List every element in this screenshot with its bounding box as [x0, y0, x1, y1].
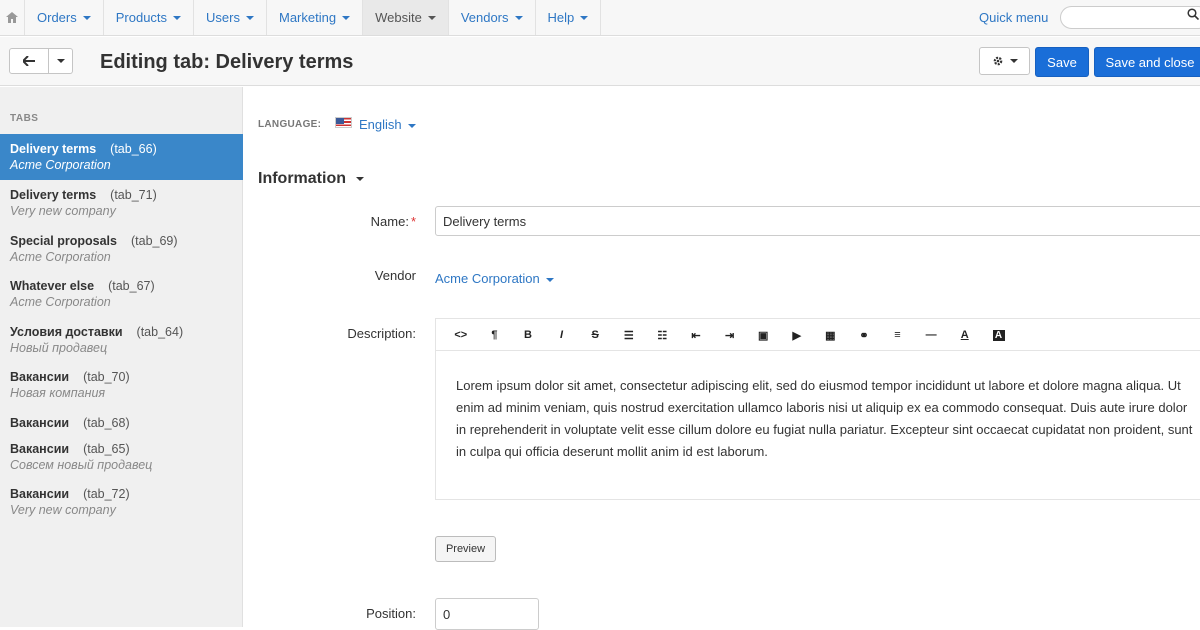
tab-vendor: Acme Corporation: [10, 158, 111, 172]
page-header: [0, 37, 1200, 86]
tab-id: (tab_64): [136, 325, 184, 339]
align-icon[interactable]: ≡: [894, 329, 901, 341]
menu-item-label: Users: [206, 10, 240, 25]
tab-id: (tab_67): [108, 279, 155, 293]
description-editor[interactable]: Lorem ipsum dolor sit amet, consectetur adipiscing elit, sed do eiusmod tempor incididunt ut labore et dolore magna aliqua. Ut enim ad minim veniam, quis nostrud exercitation ullamco laboris nisi ut aliquip ex ea commodo consequat. Duis aute irure dolor in reprehenderit in voluptate velit esse cillum dolore eu fugiat nulla pariatur. Excepteur sint occaecat cupidatat non proident, sunt in culpa qui officia deserunt mollit anim id est laborum.: [435, 350, 1200, 500]
caret-down-icon: [428, 16, 436, 20]
link-icon[interactable]: ⚭: [859, 329, 869, 342]
menu-item-orders[interactable]: [25, 0, 104, 35]
arrow-left-icon: [23, 56, 35, 66]
name-label-text: Name:: [370, 214, 409, 229]
menu-item-label: Website: [375, 10, 422, 25]
tab-name: Вакансии: [10, 442, 70, 456]
page-title: Editing tab: Delivery terms: [100, 51, 354, 73]
back-button[interactable]: [9, 48, 49, 74]
sidebar-tab-item[interactable]: [0, 415, 243, 430]
tab-vendor: Very new company: [10, 503, 116, 517]
numbered-list-icon[interactable]: ☷: [657, 329, 668, 342]
caret-down-icon: [408, 124, 416, 128]
sidebar-tab-item[interactable]: [0, 369, 243, 400]
us-flag-icon: [335, 117, 352, 128]
table-icon[interactable]: ▦: [825, 329, 836, 342]
tab-vendor: Новая компания: [10, 386, 106, 400]
menu-item-marketing[interactable]: [267, 0, 363, 35]
sidebar-tab-item[interactable]: [0, 233, 243, 264]
menu-item-label: Marketing: [279, 10, 337, 25]
indent-icon[interactable]: ⇥: [724, 329, 735, 342]
strikethrough-icon[interactable]: S: [591, 329, 599, 341]
tab-vendor: Acme Corporation: [10, 250, 111, 264]
tab-id: (tab_68): [83, 416, 130, 430]
caret-down-icon: [246, 16, 254, 20]
save-button[interactable]: Save: [1035, 47, 1089, 77]
language-label: LANGUAGE:: [258, 119, 322, 130]
language-value: English: [359, 117, 402, 132]
preview-button[interactable]: Preview: [435, 536, 496, 562]
tab-id: (tab_72): [83, 487, 130, 501]
sidebar-tab-item[interactable]: [0, 324, 243, 355]
sidebar-tab-item[interactable]: [0, 441, 243, 472]
menu-item-label: Help: [547, 10, 575, 25]
caret-down-icon: [83, 16, 91, 20]
caret-down-icon: [173, 16, 181, 20]
vendor-selector[interactable]: [435, 271, 554, 286]
tab-id: (tab_71): [110, 188, 157, 202]
position-field[interactable]: [435, 598, 539, 630]
tab-name: Whatever else: [10, 279, 95, 293]
quick-menu-link[interactable]: Quick menu: [979, 10, 1049, 25]
settings-dropdown-button[interactable]: [979, 47, 1030, 75]
background-color-icon[interactable]: A: [993, 330, 1005, 341]
name-label: [256, 214, 416, 229]
tab-id: (tab_70): [83, 370, 130, 384]
outdent-icon[interactable]: ⇤: [691, 329, 701, 342]
tab-name: Условия доставки: [10, 325, 123, 339]
tab-name: Special proposals: [10, 234, 117, 248]
horizontal-rule-icon[interactable]: —: [925, 329, 937, 341]
tab-name: Вакансии: [10, 487, 70, 501]
tab-vendor: Совсем новый продавец: [10, 458, 153, 472]
vendor-label: Vendor: [374, 268, 416, 283]
search-icon[interactable]: [1187, 8, 1199, 23]
tab-vendor: Новый продавец: [10, 341, 108, 355]
italic-icon[interactable]: I: [560, 329, 564, 341]
save-and-close-button[interactable]: Save and close: [1094, 47, 1200, 77]
gear-icon: [992, 55, 1004, 67]
sidebar-tab-item[interactable]: [0, 187, 243, 218]
code-icon[interactable]: <>: [454, 329, 468, 341]
menu-item-label: Orders: [37, 10, 77, 25]
description-label: Description:: [347, 326, 416, 341]
tab-id: (tab_66): [110, 142, 157, 156]
top-navigation: [0, 0, 1200, 36]
tab-vendor: Acme Corporation: [10, 295, 111, 309]
caret-down-icon: [57, 59, 65, 63]
vendor-value: Acme Corporation: [435, 271, 540, 286]
caret-down-icon: [546, 278, 554, 282]
menu-item-website[interactable]: [363, 0, 449, 35]
menu-item-vendors[interactable]: [449, 0, 536, 35]
sidebar-tab-item[interactable]: [0, 278, 243, 309]
menu-item-help[interactable]: [536, 0, 602, 35]
history-dropdown-button[interactable]: [49, 48, 73, 74]
tab-vendor: Very new company: [10, 204, 116, 218]
back-button-group: [9, 48, 73, 74]
tab-id: (tab_69): [130, 234, 178, 248]
caret-down-icon: [515, 16, 523, 20]
main-menu: [25, 0, 601, 35]
tab-name: Delivery terms: [10, 188, 97, 202]
caret-down-icon: [342, 16, 350, 20]
tab-name: Delivery terms: [10, 142, 97, 156]
sidebar-title: TABS: [10, 113, 39, 124]
search-input[interactable]: [1060, 6, 1200, 29]
editor-toolbar: [435, 318, 1200, 351]
section-title: Information: [258, 170, 346, 187]
required-marker: *: [410, 214, 416, 229]
tab-name: Вакансии: [10, 416, 70, 430]
caret-down-icon: [580, 16, 588, 20]
font-color-icon[interactable]: A: [960, 329, 969, 341]
sidebar-tab-item[interactable]: [0, 134, 243, 180]
paragraph-icon[interactable]: ¶: [491, 329, 498, 341]
information-section-toggle[interactable]: [258, 170, 364, 188]
menu-item-users[interactable]: [194, 0, 267, 35]
video-icon[interactable]: ▶: [792, 329, 801, 342]
image-icon[interactable]: ▣: [757, 329, 769, 342]
sidebar-tab-item[interactable]: [0, 486, 243, 517]
position-label: Position:: [366, 606, 416, 621]
home-icon[interactable]: [0, 0, 25, 35]
language-selector[interactable]: [359, 117, 416, 132]
caret-down-icon: [1010, 59, 1018, 63]
bold-icon[interactable]: B: [524, 329, 532, 341]
tab-id: (tab_65): [83, 442, 130, 456]
menu-item-label: Products: [115, 10, 168, 25]
name-field[interactable]: [435, 206, 1200, 236]
caret-down-icon: [356, 177, 364, 181]
tab-name: Вакансии: [10, 370, 70, 384]
tabs-sidebar: [0, 87, 243, 627]
bullet-list-icon[interactable]: ☰: [623, 329, 634, 342]
menu-item-label: Vendors: [460, 10, 509, 25]
menu-item-products[interactable]: [104, 0, 194, 35]
